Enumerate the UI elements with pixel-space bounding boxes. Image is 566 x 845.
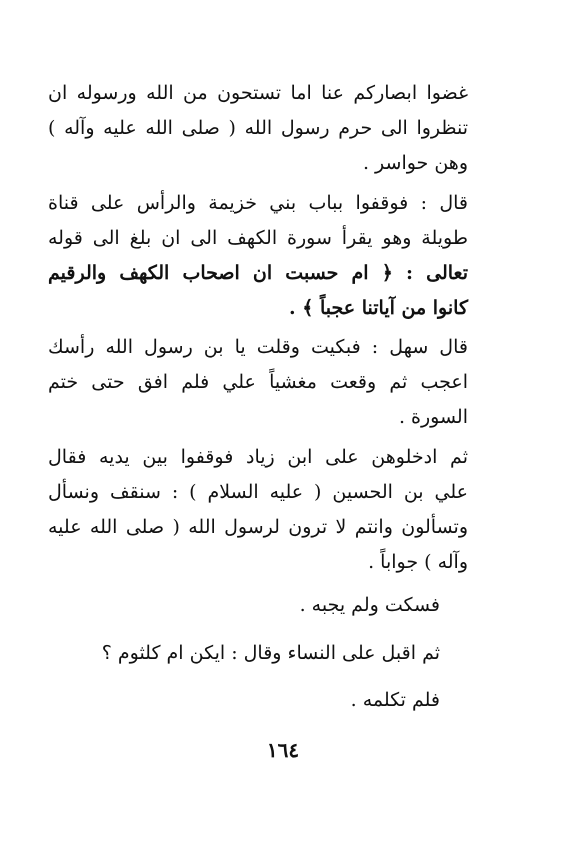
paragraph-2 <box>48 186 468 326</box>
paragraph-line: تنظروا الى حرم رسول الله ( صلى الله عليه وآله ) <box>48 117 468 139</box>
paragraph-line: قال : فوقفوا بباب بني خزيمة والرأس على قناة <box>48 192 468 214</box>
paragraph-1 <box>48 76 468 181</box>
paragraph-line: وآله ) جواباً . <box>368 551 468 573</box>
paragraph-line: ثم اقبل على النساء وقال : ايكن ام كلثوم ؟ <box>101 642 440 664</box>
paragraph-line: ثم ادخلوهن على ابن زياد فوقفوا بين يديه فقال <box>48 446 468 468</box>
paragraph-line: غضوا ابصاركم عنا اما تستحون من الله ورسوله ان <box>48 82 468 104</box>
paragraph-7 <box>48 683 468 718</box>
paragraph-line: علي بن الحسين ( عليه السلام ) : سنقف ونسأل <box>48 481 468 503</box>
paragraph-line: فسكت ولم يجبه . <box>299 594 440 616</box>
paragraph-line: اعجب ثم وقعت مغشياً علي فلم افق حتى ختم <box>48 371 468 393</box>
quran-verse-line: تعالى : ﴿ ام حسبت ان اصحاب الكهف والرقيم <box>48 262 468 284</box>
paragraph-6 <box>48 636 468 671</box>
paragraph-line: السورة . <box>398 406 468 428</box>
paragraph-line: فلم تكلمه . <box>350 689 440 711</box>
paragraph-4 <box>48 440 468 580</box>
page-number: ١٦٤ <box>266 738 300 762</box>
paragraph-5 <box>48 588 468 623</box>
quran-verse-line: كانوا من آياتنا عجباً ﴾ . <box>289 297 468 319</box>
paragraph-line: طويلة وهو يقرأ سورة الكهف الى ان بلغ الى قوله <box>48 227 468 249</box>
paragraph-3 <box>48 330 468 435</box>
paragraph-line: وهن حواسر . <box>362 152 468 174</box>
paragraph-line: قال سهل : فبكيت وقلت يا بن رسول الله رأسك <box>48 336 468 358</box>
paragraph-line: وتسألون وانتم لا ترون لرسول الله ( صلى الله عليه <box>48 516 468 538</box>
